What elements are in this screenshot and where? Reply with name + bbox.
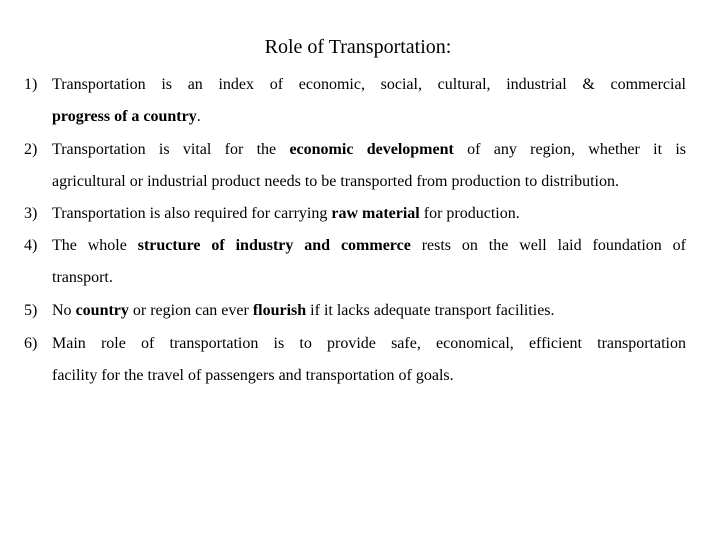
item-text-line: Transportation is also required for carrying raw material for production. bbox=[52, 205, 520, 222]
item-number: 2) bbox=[24, 141, 38, 158]
emphasis-text: flourish bbox=[252, 302, 307, 319]
item-number: 3) bbox=[24, 205, 38, 222]
item-text-line: agricultural or industrial product needs to be transported from production to distribution. bbox=[52, 173, 619, 190]
item-text-line: Main role of transportation is to provide safe, economical, efficient transportation bbox=[52, 335, 686, 352]
emphasis-text: structure of industry and commerce bbox=[137, 237, 411, 254]
item-text-line: Transportation is an index of economic, social, cultural, industrial & commercial bbox=[52, 76, 686, 93]
item-number: 4) bbox=[24, 237, 38, 254]
item-text-line: The whole structure of industry and commerce rests on the well laid foundation of bbox=[52, 237, 687, 254]
emphasis-text: raw material bbox=[331, 205, 420, 222]
item-text-line: facility for the travel of passengers and transportation of goals. bbox=[52, 367, 454, 384]
item-text-line: transport. bbox=[52, 269, 113, 286]
item-text-line: Transportation is vital for the economic development of any region, whether it is bbox=[52, 141, 686, 158]
item-text-line: progress of a country. bbox=[52, 108, 201, 125]
emphasis-text: economic development bbox=[289, 141, 454, 158]
emphasis-text: progress of a country bbox=[52, 108, 197, 125]
item-number: 6) bbox=[24, 335, 38, 352]
item-text-line: No country or region can ever flourish if it lacks adequate transport facilities. bbox=[52, 302, 555, 319]
item-number: 5) bbox=[24, 302, 38, 319]
item-number: 1) bbox=[24, 76, 38, 93]
slide-title: Role of Transportation: bbox=[264, 36, 452, 58]
emphasis-text: country bbox=[75, 302, 129, 319]
